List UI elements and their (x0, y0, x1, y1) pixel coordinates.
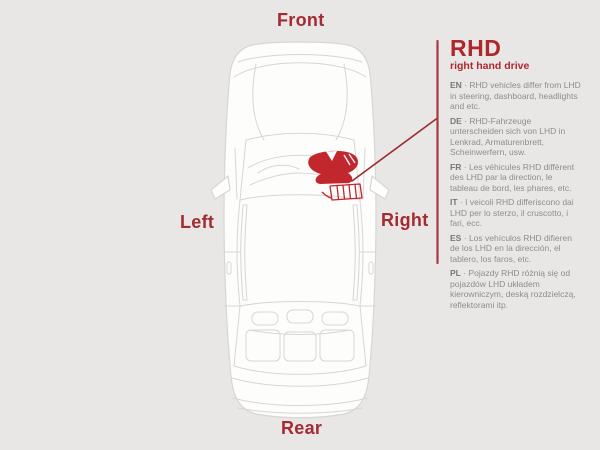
lang-text: RHD-Fahrzeuge unterscheiden sich von LHD in Lenkrad, Armaturenbrett, Scheinwerfern, usw. (450, 115, 566, 157)
lang-code: DE (450, 115, 462, 126)
info-item-en (450, 80, 582, 112)
separator: · (464, 115, 468, 126)
front-label: Front (277, 10, 325, 30)
separator: · (463, 268, 467, 278)
lang-text: I veicoli RHD differiscono dai LHD per lo sterzo, il cruscotto, i fari, ecc. (450, 197, 574, 228)
lang-code: ES (450, 232, 462, 243)
separator: · (464, 80, 468, 90)
lang-code: FR (450, 161, 462, 172)
rear-label: Rear (281, 418, 323, 438)
info-item-fr (450, 162, 582, 194)
separator: · (463, 232, 467, 243)
right-label: Right (381, 210, 429, 230)
rhd-info-block (450, 37, 582, 314)
lang-text: Los vehículos RHD difieren de los LHD en la dirección, el tablero, los faros, etc. (450, 232, 572, 264)
lang-code: PL (450, 268, 461, 278)
info-item-de (450, 116, 582, 158)
lang-text: Pojazdy RHD różnią się od pojazdów LHD układem kierowniczym, deską rozdzielczą, reflektorami itp. (450, 268, 576, 310)
rhd-title: RHD (450, 35, 502, 61)
rhd-subtitle: right hand drive (450, 60, 530, 72)
left-label: Left (180, 212, 215, 232)
info-item-pl (450, 268, 582, 310)
lang-code: EN (450, 80, 462, 90)
lang-text: Les véhicules RHD diffèrent des LHD par la direction, le tableau de bord, les phares, etc. (450, 161, 575, 193)
separator: · (459, 197, 463, 207)
info-item-es (450, 233, 582, 265)
lang-code: IT (450, 197, 458, 207)
separator: · (463, 161, 467, 172)
lang-text: RHD vehicles differ from LHD in steering, dashboard, headlights and etc. (450, 80, 581, 111)
info-item-it (450, 197, 582, 229)
